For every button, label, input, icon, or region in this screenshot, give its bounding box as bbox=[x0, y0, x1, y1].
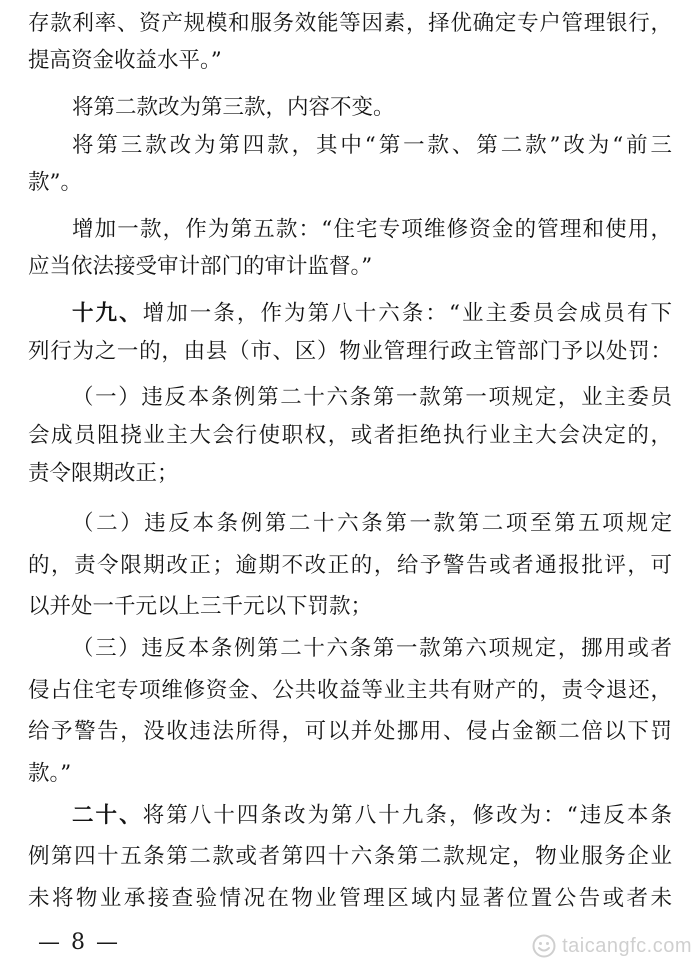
text-line: （三）违反本条例第二十六条第一款第六项规定，挪用或者 bbox=[72, 636, 672, 661]
text-line: 以并处一千元以上三千元以下罚款； bbox=[28, 594, 373, 619]
text-line: 责令限期改正； bbox=[28, 461, 179, 486]
text-line: 会成员阻挠业主大会行使职权，或者拒绝执行业主大会决定的， bbox=[28, 423, 672, 448]
text-line: （二）违反本条例第二十六条第一款第二项至第五项规定 bbox=[72, 511, 672, 536]
text-line: （一）违反本条例第二十六条第一款第一项规定，业主委员 bbox=[72, 385, 672, 410]
text-line: 款。” bbox=[28, 761, 72, 786]
page-number: — 8 — bbox=[38, 930, 120, 955]
article-heading-line: 十九、增加一条，作为第八十六条：“业主委员会成员有下 bbox=[72, 301, 672, 326]
text-line: 的，责令限期改正；逾期不改正的，给予警告或者通报批评，可 bbox=[28, 553, 672, 578]
text-line: 给予警告，没收违法所得，可以并处挪用、侵占金额二倍以下罚 bbox=[28, 719, 672, 744]
smiley-logo-icon bbox=[532, 934, 556, 958]
watermark bbox=[532, 931, 692, 961]
text-line: 将第三款改为第四款，其中“第一款、第二款”改为“前三 bbox=[72, 133, 672, 158]
text-line: 将第二款改为第三款，内容不变。 bbox=[72, 95, 395, 120]
article-number: 十九、 bbox=[72, 301, 143, 326]
text-line: 列行为之一的，由县（市、区）物业管理行政主管部门予以处罚： bbox=[28, 339, 672, 364]
text-line: 例第四十五条第二款或者第四十六条第二款规定，物业服务企业 bbox=[28, 844, 672, 869]
text-line: 未将物业承接查验情况在物业管理区域内显著位置公告或者未 bbox=[28, 886, 672, 911]
watermark-text: taicangfc.com bbox=[562, 934, 692, 957]
article-heading-line: 二十、将第八十四条改为第八十九条，修改为：“违反本条 bbox=[72, 803, 672, 828]
text-line: 存款利率、资产规模和服务效能等因素，择优确定专户管理银行， bbox=[28, 11, 672, 36]
text-line: 应当依法接受审计部门的审计监督。” bbox=[28, 254, 373, 279]
text-line: 款”。 bbox=[28, 170, 82, 195]
text-line: 增加一款，作为第五款：“住宅专项维修资金的管理和使用， bbox=[72, 217, 672, 242]
article-number: 二十、 bbox=[72, 803, 143, 828]
text-line: 侵占住宅专项维修资金、公共收益等业主共有财产的，责令退还， bbox=[28, 678, 672, 703]
text-line: 提高资金收益水平。” bbox=[28, 48, 222, 73]
